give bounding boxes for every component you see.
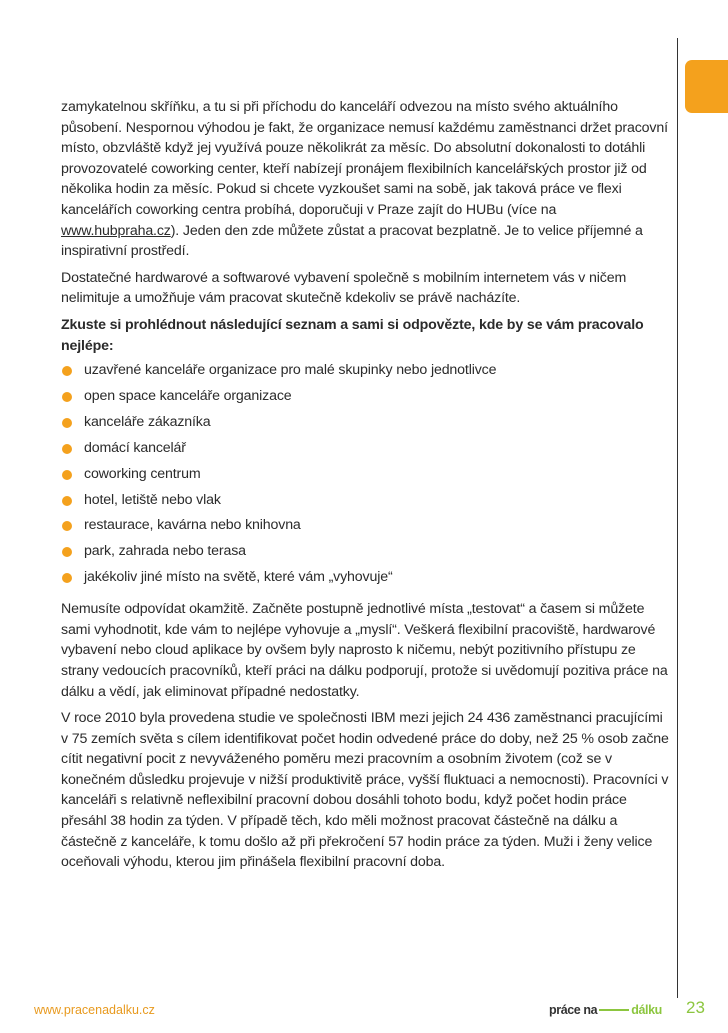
margin-rule <box>677 38 678 998</box>
paragraph-intro-text-b: ). Jeden den zde můžete zůstat a pracovat bezplatně. Je to velice příjemné a inspirativní prostředí. <box>61 222 643 260</box>
paragraph-intro <box>61 97 673 262</box>
paragraph-evaluate: Nemusíte odpovídat okamžitě. Začněte postupně jednotlivé místa „testovat“ a časem si můžete sami vyhodnotit, kde vám to nejlépe vyhovuje a „myslí“. Veškerá flexibilní pracoviště, hardwarové vybavení nebo cloud aplikace by ovšem byly naprosto k ničemu, nebýt pozitivního přístupu ze strany vedoucích pracovníků, kteří práci na dálku podporují, protože si uvědomují pozitiva práce na dálku a vědí, jak eliminovat případné nedostatky. <box>61 601 668 700</box>
list-item-text: restaurace, kavárna nebo knihovna <box>84 517 301 534</box>
chapter-tab-marker <box>685 60 728 113</box>
bullet-dot-icon <box>62 573 72 583</box>
footer-brand-logo <box>549 1003 662 1017</box>
list-item <box>61 358 673 384</box>
bullet-dot-icon <box>62 470 72 480</box>
brand-text-prace-na: práce na <box>549 1003 598 1017</box>
workplace-list <box>61 358 673 591</box>
paragraph-ibm-study: V roce 2010 byla provedena studie ve společnosti IBM mezi jejich 24 436 zaměstnanci pracujícími v 75 zemích světa s cílem identifikovat počet hodin odvedené práce do doby, než 25 % osob začne cítit negativní pocit z nevyváženého poměru mezi pracovním a osobním životem (což se v konečném důsledku projevuje v nižší produktivitě práce, vyšší fluktuaci a nemocnosti). Pracovníci v kanceláři s relativně neflexibilní pracovní dobou dosáhli tohoto bodu, když počet hodin práce přesáhl 38 hodin za týden. V případě těch, kdo měli možnost pracovat částečně na dálku a částečně z kanceláře, k tomu došlo až při překročení 57 hodin práce za týden. Muži i ženy velice oceňovali výhodu, kterou jim přinášela flexibilní pracovní doba. <box>61 710 669 871</box>
bullet-dot-icon <box>62 547 72 557</box>
list-item <box>61 513 673 539</box>
paragraph-hardware: Dostatečné hardwarové a softwarové vybavení společně s mobilním internetem vás v ničem nelimituje a umožňuje vám pracovat skutečně kdekoliv se právě nacházíte. <box>61 269 627 307</box>
main-text <box>61 97 673 879</box>
list-item <box>61 410 673 436</box>
list-item <box>61 462 673 488</box>
list-item <box>61 539 673 565</box>
bullet-dot-icon <box>62 521 72 531</box>
list-item-text: open space kanceláře organizace <box>84 388 292 405</box>
list-item <box>61 384 673 410</box>
bullet-dot-icon <box>62 444 72 454</box>
bullet-dot-icon <box>62 418 72 428</box>
hubpraha-link[interactable]: www.hubpraha.cz <box>61 222 171 239</box>
brand-text-dalku: dálku <box>631 1003 662 1017</box>
list-item-text: hotel, letiště nebo vlak <box>84 491 221 508</box>
list-item <box>61 488 673 514</box>
list-item-text: kanceláře zákazníka <box>84 413 211 430</box>
bullet-dot-icon <box>62 366 72 376</box>
list-item-text: park, zahrada nebo terasa <box>84 543 246 560</box>
bullet-dot-icon <box>62 392 72 402</box>
question-heading: Zkuste si prohlédnout následující seznam a sami si odpovězte, kde by se vám pracovalo nejlépe: <box>61 316 644 354</box>
list-item <box>61 436 673 462</box>
list-item-text: uzavřené kanceláře organizace pro malé skupinky nebo jednotlivce <box>84 362 497 379</box>
bullet-dot-icon <box>62 496 72 506</box>
brand-bar <box>599 1009 629 1011</box>
list-item-text: coworking centrum <box>84 465 201 482</box>
page-number: 23 <box>686 998 705 1017</box>
footer-website-link[interactable]: www.pracenadalku.cz <box>34 1003 155 1017</box>
list-item-text: jakékoliv jiné místo na světě, které vám „vyhovuje“ <box>84 569 393 586</box>
paragraph-intro-text-a: zamykatelnou skříňku, a tu si při příchodu do kanceláří odvezou na místo svého aktuálního působení. Nespornou výhodou je fakt, že organizace nemusí každému zaměstnanci držet pracovní místo, obzvláště když jej využívá pouze několikrát za měsíc. Do absolutní dokonalosti to dotáhli provozovatelé coworking center, kteří nabízejí pronájem flexibilních kancelářských prostor již od několika hodin za měsíc. Pokud si chcete vyzkoušet sami na sobě, jak taková práce ve flexi kancelářích coworking centra probíhá, doporučuji v Praze zajít do HUBu (více na <box>61 99 668 218</box>
list-item <box>61 565 673 591</box>
list-item-text: domácí kancelář <box>84 439 186 456</box>
